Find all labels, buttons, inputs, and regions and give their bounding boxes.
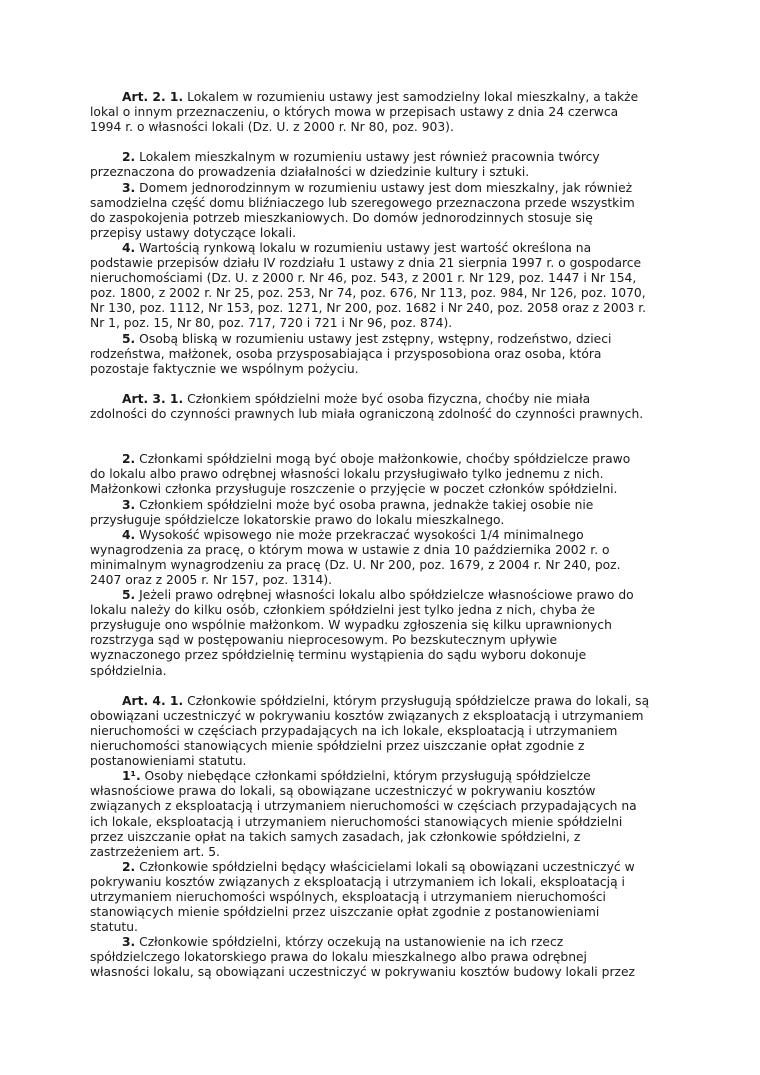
article-label: 2. xyxy=(122,150,136,165)
text-line xyxy=(90,920,690,935)
line-text: przez uiszczanie opłat na takich samych zasadach, jak członkowie spółdzielni, z xyxy=(90,829,581,844)
article-label: Art. 2. 1. xyxy=(122,90,184,104)
blank-line xyxy=(90,135,690,150)
line-text: własnościowe prawa do lokali, są obowiązane uczestniczyć w pokrywaniu kosztów xyxy=(90,784,596,799)
article-label: 3. xyxy=(122,497,136,512)
line-text: 1994 r. o własności lokali (Dz. U. z 2000 r. Nr 80, poz. 903). xyxy=(90,120,454,135)
text-line xyxy=(90,362,690,377)
line-text: stanowiących mienie spółdzielni przez uiszczanie opłat zgodnie z postanowieniami xyxy=(90,905,600,920)
text-line xyxy=(90,407,690,422)
article-label: Art. 3. 1. xyxy=(122,391,184,406)
text-line xyxy=(90,799,690,814)
paragraph xyxy=(90,452,690,497)
text-line xyxy=(90,196,690,211)
text-line xyxy=(90,875,690,890)
line-text: własności lokalu, są obowiązani uczestniczyć w pokrywaniu kosztów budowy lokali przez xyxy=(90,965,635,980)
text-line xyxy=(90,467,690,482)
line-text: Nr 1, poz. 15, Nr 80, poz. 717, 720 i 721 i Nr 96, poz. 874). xyxy=(90,316,453,331)
text-line xyxy=(90,498,690,513)
line-text: pokrywaniu kosztów związanych z eksploatacją i utrzymaniem ich lokali, eksploatacją i xyxy=(90,874,625,889)
line-text: nieruchomościami (Dz. U. z 2000 r. Nr 46, poz. 543, z 2001 r. Nr 129, poz. 1447 i Nr 154, xyxy=(90,271,637,286)
line-text: wyznaczonego przez spółdzielnię terminu wystąpienia do sądu wyboru dokonuje xyxy=(90,648,587,663)
paragraph xyxy=(90,588,690,679)
article-label: 4. xyxy=(122,240,136,255)
line-text: Wartością rynkową lokalu w rozumieniu ustawy jest wartość określona na xyxy=(135,240,592,255)
text-line xyxy=(90,905,690,920)
article-label: 1¹. xyxy=(122,769,141,784)
article-label: Art. 4. 1. xyxy=(122,693,184,708)
text-line xyxy=(90,226,690,241)
line-text: minimalnym wynagrodzeniu za pracę (Dz. U. Nr 200, poz. 1679, z 2004 r. Nr 240, poz. xyxy=(90,557,621,572)
text-line xyxy=(90,482,690,497)
text-line xyxy=(90,573,690,588)
line-text: Osobą bliską w rozumieniu ustawy jest zstępny, wstępny, rodzeństwo, dzieci xyxy=(135,331,612,346)
line-text: poz. 1800, z 2002 r. Nr 25, poz. 253, Nr 74, poz. 676, Nr 113, poz. 984, Nr 126, poz. 1070, xyxy=(90,286,646,301)
text-line xyxy=(90,105,690,120)
text-line xyxy=(90,256,690,271)
text-line xyxy=(90,664,690,679)
line-text: Członkiem spółdzielni może być osoba fizyczna, choćby nie miała xyxy=(183,391,591,406)
line-text: Członkiem spółdzielni może być osoba prawna, jednakże takiej osobie nie xyxy=(135,497,594,512)
line-text: Lokalem mieszkalnym w rozumieniu ustawy jest również pracownia twórcy xyxy=(135,150,600,165)
line-text: związanych z eksploatacją i utrzymaniem nieruchomości w częściach przypadających na xyxy=(90,799,637,814)
blank-line xyxy=(90,437,690,452)
line-text: Członkowie spółdzielni, którym przysługują spółdzielcze prawa do lokali, są xyxy=(183,693,650,708)
text-line xyxy=(90,618,690,633)
text-line xyxy=(90,165,690,180)
text-line xyxy=(90,558,690,573)
line-text: podstawie przepisów działu IV rozdziału 1 ustawy z dnia 21 sierpnia 1997 r. o gospodarce xyxy=(90,256,642,271)
line-text: spółdzielczego lokatorskiego prawa do lokalu mieszkalnego albo prawa odrębnej xyxy=(90,950,587,965)
article-label: 5. xyxy=(122,588,136,603)
paragraph xyxy=(90,769,690,860)
line-text: rozstrzyga sąd w postępowaniu nieprocesowym. Po bezskutecznym upływie xyxy=(90,633,558,648)
article-label: 2. xyxy=(122,859,136,874)
blank-line xyxy=(90,679,690,694)
text-line xyxy=(90,90,690,105)
text-line xyxy=(90,815,690,830)
line-text: Osoby niebędące członkami spółdzielni, którym przysługują spółdzielcze xyxy=(140,769,591,784)
text-line xyxy=(90,181,690,196)
line-text: Członkowie spółdzielni, którzy oczekują na ustanowienie na ich rzecz xyxy=(135,935,564,950)
line-text: Wysokość wpisowego nie może przekraczać wysokości 1/4 minimalnego xyxy=(135,527,584,542)
line-text: Domem jednorodzinnym w rozumieniu ustawy jest dom mieszkalny, jak również xyxy=(135,180,633,195)
line-text: Małżonkowi członka przysługuje roszczenie o przyjęcie w poczet członków spółdzielni. xyxy=(90,482,618,497)
text-line xyxy=(90,603,690,618)
paragraph xyxy=(90,860,690,935)
line-text: do lokalu albo prawo odrębnej własności lokalu przysługiwało tylko jednemu z nich. xyxy=(90,467,604,482)
line-text: nieruchomości stanowiących mienie spółdzielni przez uiszczanie opłat zgodnie z xyxy=(90,739,585,754)
text-line xyxy=(90,211,690,226)
text-line xyxy=(90,965,690,980)
text-line xyxy=(90,332,690,347)
text-line xyxy=(90,724,690,739)
paragraph xyxy=(90,528,690,588)
line-text: utrzymaniem nieruchomości wspólnych, eksploatacją i utrzymaniem nieruchomości xyxy=(90,889,606,904)
line-text: przysługuje spółdzielcze lokatorskie prawo do lokalu mieszkalnego. xyxy=(90,512,505,527)
text-line xyxy=(90,860,690,875)
article-label: 2. xyxy=(122,452,136,467)
article-label: 4. xyxy=(122,527,136,542)
paragraph xyxy=(90,150,690,180)
article-label: 3. xyxy=(122,935,136,950)
text-line xyxy=(90,935,690,950)
text-line xyxy=(90,769,690,784)
paragraph xyxy=(90,332,690,377)
line-text: Nr 130, poz. 1112, Nr 153, poz. 1271, Nr 200, poz. 1682 i Nr 240, poz. 2058 oraz z 2003 r. xyxy=(90,301,647,316)
line-text: zastrzeżeniem art. 5. xyxy=(90,844,220,859)
line-text: wynagrodzenia za pracę, o którym mowa w ustawie z dnia 10 października 2002 r. o xyxy=(90,542,610,557)
text-line xyxy=(90,528,690,543)
text-line xyxy=(90,316,690,331)
line-text: przeznaczona do prowadzenia działalności w dziedzinie kultury i sztuki. xyxy=(90,165,530,180)
line-text: przepisy ustawy dotyczące lokali. xyxy=(90,225,297,240)
text-line xyxy=(90,271,690,286)
text-line xyxy=(90,633,690,648)
text-line xyxy=(90,452,690,467)
document-page xyxy=(90,90,690,981)
text-line xyxy=(90,543,690,558)
text-line xyxy=(90,347,690,362)
line-text: postanowieniami statutu. xyxy=(90,754,247,769)
line-text: Członkami spółdzielni mogą być oboje małżonkowie, choćby spółdzielcze prawo xyxy=(135,452,631,467)
text-line xyxy=(90,392,690,407)
line-text: obowiązani uczestniczyć w pokrywaniu kosztów związanych z eksploatacją i utrzymaniem xyxy=(90,708,644,723)
text-line xyxy=(90,694,690,709)
paragraph xyxy=(90,90,690,135)
blank-line xyxy=(90,377,690,392)
paragraph xyxy=(90,498,690,528)
text-line xyxy=(90,784,690,799)
text-line xyxy=(90,286,690,301)
line-text: Lokalem w rozumieniu ustawy jest samodzielny lokal mieszkalny, a także xyxy=(183,90,639,104)
text-line xyxy=(90,648,690,663)
line-text: samodzielna część domu bliźniaczego lub szeregowego przeznaczona przede wszystkim xyxy=(90,195,635,210)
line-text: Jeżeli prawo odrębnej własności lokalu albo spółdzielcze własnościowe prawo do xyxy=(135,588,634,603)
paragraph xyxy=(90,181,690,241)
text-line xyxy=(90,241,690,256)
paragraph xyxy=(90,694,690,769)
text-line xyxy=(90,754,690,769)
paragraph xyxy=(90,241,690,332)
line-text: rodzeństwa, małżonek, osoba przysposabiająca i przysposobiona oraz osoba, która xyxy=(90,346,602,361)
line-text: do zaspokojenia potrzeb mieszkaniowych. Do domów jednorodzinnych stosuje się xyxy=(90,210,593,225)
text-line xyxy=(90,301,690,316)
line-text: nieruchomości w częściach przypadających na ich lokale, eksploatacją i utrzymaniem xyxy=(90,723,618,738)
line-text: Członkowie spółdzielni będący właścicielami lokali są obowiązani uczestniczyć w xyxy=(135,859,635,874)
paragraph xyxy=(90,392,690,422)
text-line xyxy=(90,845,690,860)
article-label: 3. xyxy=(122,180,136,195)
line-text: pozostaje faktycznie we wspólnym pożyciu. xyxy=(90,361,359,376)
paragraph xyxy=(90,935,690,980)
line-text: spółdzielnia. xyxy=(90,663,167,678)
article-label: 5. xyxy=(122,331,136,346)
line-text: statutu. xyxy=(90,920,138,935)
text-line xyxy=(90,588,690,603)
text-line xyxy=(90,120,690,135)
line-text: 2407 oraz z 2005 r. Nr 157, poz. 1314). xyxy=(90,573,333,587)
text-line xyxy=(90,950,690,965)
line-text: przysługuje ono wspólnie małżonkom. W wypadku zgłoszenia się kilku uprawnionych xyxy=(90,618,612,633)
text-line xyxy=(90,513,690,528)
text-line xyxy=(90,830,690,845)
text-line xyxy=(90,739,690,754)
blank-line xyxy=(90,422,690,437)
text-line xyxy=(90,150,690,165)
line-text: ich lokale, eksploatacją i utrzymaniem nieruchomości stanowiących mienie spółdzielni xyxy=(90,814,623,829)
text-line xyxy=(90,709,690,724)
text-line xyxy=(90,890,690,905)
line-text: zdolności do czynności prawnych lub miała ograniczoną zdolność do czynności prawnych. xyxy=(90,406,644,421)
line-text: lokal o innym przeznaczeniu, o których mowa w przepisach ustawy z dnia 24 czerwca xyxy=(90,105,619,120)
line-text: lokalu należy do kilku osób, członkiem spółdzielni jest tylko jedna z nich, chyba że xyxy=(90,603,596,618)
